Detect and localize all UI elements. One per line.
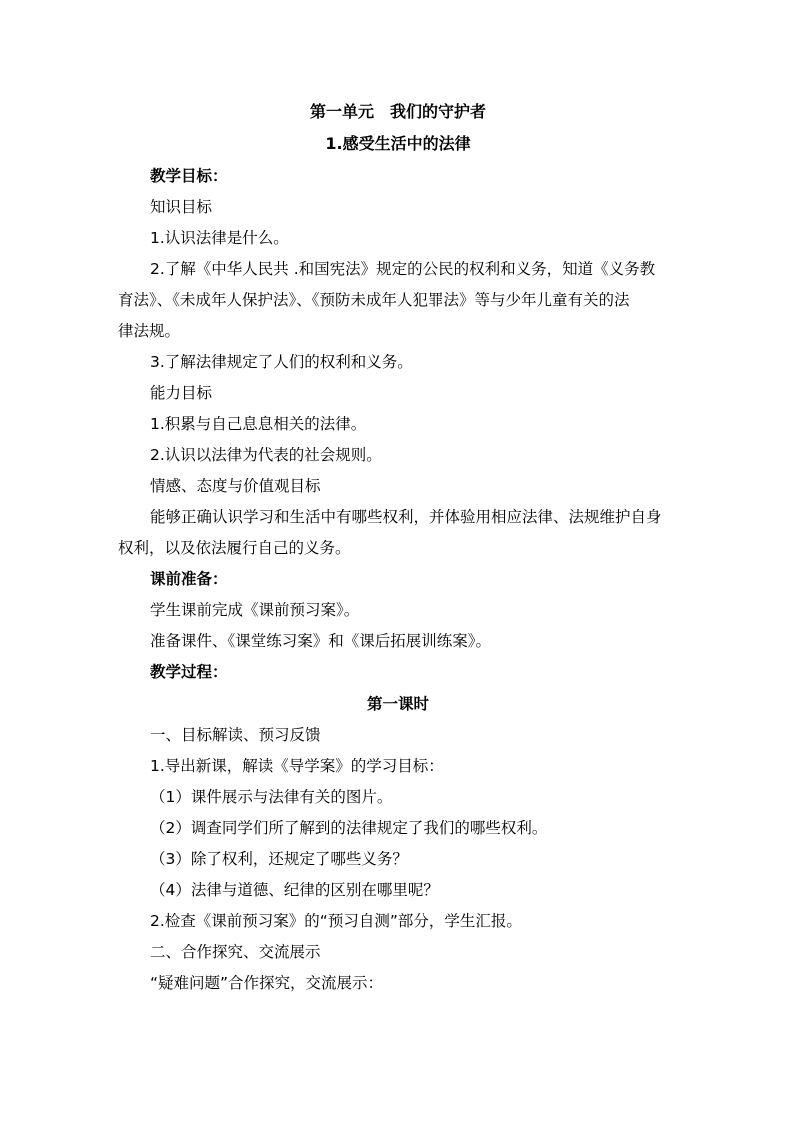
knowledge-item-2-line3: 律法规。 — [118, 322, 181, 340]
emotion-heading: 情感、态度与价值观目标 — [150, 477, 321, 495]
goals-heading: 教学目标： — [150, 167, 228, 185]
ability-heading: 能力目标 — [150, 384, 213, 402]
sub-item-2: （2）调查同学们所了解到的法律规定了我们的哪些权利。 — [150, 819, 548, 837]
knowledge-item-1: 1.认识法律是什么。 — [150, 229, 289, 247]
section-1-heading: 一、目标解读、预习反馈 — [150, 726, 321, 744]
prep-item-1: 学生课前完成《课前预习案》。 — [150, 601, 360, 619]
ability-item-1: 1.积累与自己息息相关的法律。 — [150, 415, 367, 433]
emotion-line-1: 能够正确认识学习和生活中有哪些权利，并体验用相应法律、法规维护自身 — [150, 508, 662, 526]
prep-heading: 课前准备： — [150, 570, 228, 588]
sub-item-4: （4）法律与道德、纪律的区别在哪里呢？ — [150, 881, 439, 899]
lesson-title: 1.感受生活中的法律 — [325, 134, 471, 153]
explore-line: “疑难问题”合作探究，交流展示： — [150, 974, 384, 992]
step-1: 1.导出新课，解读《导学案》的学习目标： — [150, 757, 444, 775]
prep-item-2: 准备课件、《课堂练习案》和《课后拓展训练案》。 — [150, 632, 492, 650]
knowledge-item-2-line2: 育法》、《未成年人保护法》、《预防未成年人犯罪法》等与少年儿童有关的法 — [118, 291, 630, 309]
process-heading: 教学过程： — [150, 663, 228, 681]
knowledge-item-2-line1: 2.了解《中华人民共 .和国宪法》规定的公民的权利和义务，知道《义务教 — [150, 260, 656, 278]
ability-item-2: 2.认识以法律为代表的社会规则。 — [150, 446, 382, 464]
period-title: 第一课时 — [366, 695, 429, 713]
knowledge-heading: 知识目标 — [150, 198, 213, 216]
sub-item-1: （1）课件展示与法律有关的图片。 — [150, 788, 393, 806]
emotion-line-2: 权利，以及依法履行自己的义务。 — [118, 539, 351, 557]
unit-title: 第一单元 我们的守护者 — [309, 102, 486, 121]
sub-item-3: （3）除了权利，还规定了哪些义务？ — [150, 850, 408, 868]
step-2: 2.检查《课前预习案》的“预习自测”部分，学生汇报。 — [150, 912, 522, 930]
section-2-heading: 二、合作探究、交流展示 — [150, 943, 321, 961]
knowledge-item-3: 3.了解法律规定了人们的权利和义务。 — [150, 353, 413, 371]
